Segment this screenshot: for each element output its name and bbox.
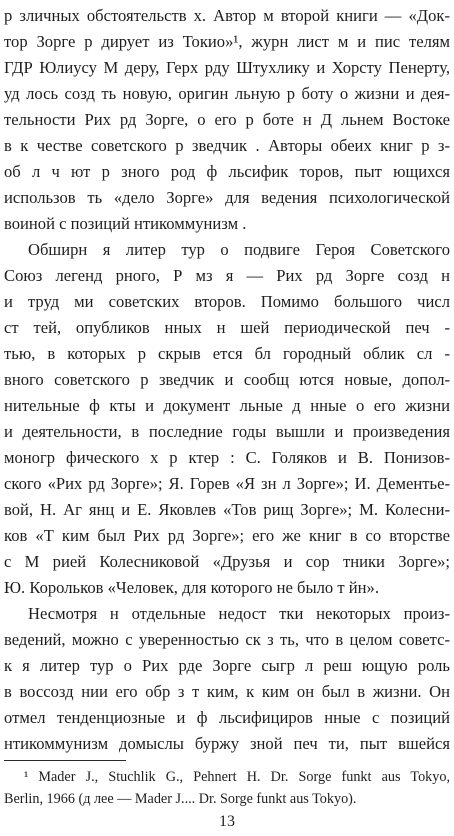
text-line: нительные ф кты и документ льные д нные о его жизни <box>4 396 450 415</box>
paragraph-first-line: Несмотря н отдельные недост тки некоторых произ- <box>28 604 450 623</box>
text-line: в к честве советского р зведчик . Авторы обеих книг р з- <box>4 136 450 155</box>
text-line: вного советского р зведчик и сообщ ются новые, допол- <box>4 370 450 389</box>
footnote-line: Berlin, 1966 (д лее — Mader J.... Dr. Sorge funkt aus Tokyo). <box>4 791 357 807</box>
text-line: вой, Н. Аг янц и Е. Яковлев «Тов рищ Зорге»; М. Колесни- <box>4 500 450 519</box>
text-line: уд лось созд ть новую, оригин льную р боту о жизни и дея- <box>4 84 450 103</box>
text-line: использов ть «дело Зорге» для ведения психологической <box>4 188 450 207</box>
page-number: 13 <box>219 813 235 830</box>
paragraph-last-line: воиной с позиций нтикоммунизм . <box>4 214 247 233</box>
footnote-line: ¹ Mader J., Stuchlik G., Pehnert H. Dr. Sorge funkt aus Tokyo, <box>24 769 450 785</box>
text-line: тью, в которых р скрыв ется бл городный облик сл - <box>4 344 450 363</box>
text-line: об л ч ют р зного род ф льсифик торов, пыт ющихся <box>4 162 450 181</box>
text-line: ст тей, опубликов нных н шей периодической печ - <box>4 318 450 337</box>
text-line: тельности Рих рд Зорге, о его р боте н Д льнем Востоке <box>4 110 450 129</box>
text-line: тор Зорге р дирует из Токио»¹, журн лист м и пис телям <box>4 32 450 51</box>
text-line: и деятельности, в последние годы вышли и произведения <box>4 422 450 441</box>
text-line: отмел тенденциозные и ф льсифициров нные с позиций <box>4 708 450 727</box>
text-line: Союз легенд рного, Р мз я — Рих рд Зорге созд н <box>4 266 450 285</box>
text-line: ского «Рих рд Зорге»; Я. Горев «Я зн л Зорге»; И. Дементье- <box>4 474 450 493</box>
footnote-divider <box>4 760 126 761</box>
paragraph-first-line: Обширн я литер тур о подвиге Героя Советского <box>28 240 450 259</box>
text-line: ведений, можно с уверенностью ск з ть, что в целом советс- <box>4 630 450 649</box>
paragraph-last-line: Ю. Корольков «Человек, для которого не было т йн». <box>4 578 379 597</box>
text-line: с М рией Колесниковой «Друзья и сор тники Зорге»; <box>4 552 450 571</box>
text-line: р зличных обстоятельств х. Автор м второй книги — «Док- <box>4 6 450 25</box>
text-line: и труд ми советских второв. Помимо большого числ <box>4 292 450 311</box>
text-line: в воссозд нии его обр з т ким, к ким он был в жизни. Он <box>4 682 450 701</box>
text-line: моногр фического х р ктер : С. Голяков и В. Понизов- <box>4 448 450 467</box>
text-line: нтикоммунизм домыслы буржу зной печ ти, пыт вшейся <box>4 734 450 753</box>
text-line: к я литер тур о Рих рде Зорге сыгр л реш ющую роль <box>4 656 450 675</box>
text-line: ков «Т ким был Рих рд Зорге»; его же книг в со вторстве <box>4 526 450 545</box>
text-line: ГДР Юлиусу М деру, Герх рду Штухлику и Хорсту Пенерту, <box>4 58 450 77</box>
